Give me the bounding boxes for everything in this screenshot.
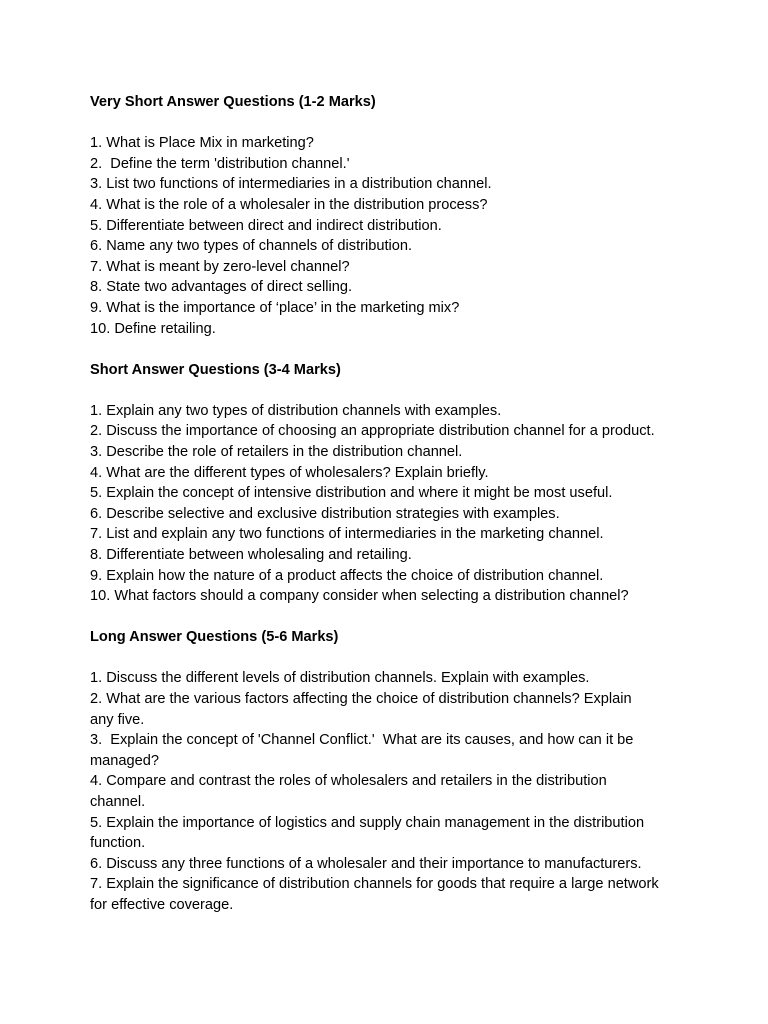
question-item: 10. Define retailing. <box>90 320 216 337</box>
question-item: 1. What is Place Mix in marketing? <box>90 135 314 152</box>
question-item: 3. List two functions of intermediaries in a distribution channel. <box>90 176 492 193</box>
question-item: 7. Explain the significance of distribution channels for goods that require a large network for effective coverage. <box>90 876 659 913</box>
question-item: 2. What are the various factors affecting the choice of distribution channels? Explain any five. <box>90 691 632 728</box>
question-item: 10. What factors should a company consider when selecting a distribution channel? <box>90 588 629 605</box>
question-item: 9. What is the importance of ‘place’ in the marketing mix? <box>90 299 460 316</box>
question-item: 4. What is the role of a wholesaler in the distribution process? <box>90 196 488 213</box>
question-item: 7. What is meant by zero-level channel? <box>90 258 350 275</box>
question-item: 8. State two advantages of direct selling. <box>90 279 353 296</box>
section-heading: Very Short Answer Questions (1-2 Marks) <box>90 94 376 110</box>
question-item: 3. Describe the role of retailers in the distribution channel. <box>90 444 463 460</box>
question-item: 6. Name any two types of channels of distribution. <box>90 238 413 255</box>
question-item: 5. Differentiate between direct and indirect distribution. <box>90 217 442 234</box>
question-list <box>90 401 690 607</box>
question-item: 9. Explain how the nature of a product affects the choice of distribution channel. <box>90 567 604 584</box>
section-long-answer <box>90 627 690 915</box>
document-page <box>90 92 690 916</box>
question-item: 5. Explain the importance of logistics and supply chain management in the distribution function. <box>90 814 645 852</box>
section-very-short-answer <box>90 92 690 339</box>
section-short-answer <box>90 360 690 607</box>
question-item: 7. List and explain any two functions of intermediaries in the marketing channel. <box>90 526 604 543</box>
question-item: 6. Discuss any three functions of a wholesaler and their importance to manufacturers. <box>90 855 642 872</box>
section-heading: Long Answer Questions (5-6 Marks) <box>90 629 339 646</box>
question-item: 4. What are the different types of wholesalers? Explain briefly. <box>90 464 489 481</box>
question-item: 1. Explain any two types of distribution channels with examples. <box>90 402 502 419</box>
question-item: 3. Explain the concept of 'Channel Conflict.' What are its causes, and how can it be managed? <box>90 732 634 769</box>
question-item: 4. Compare and contrast the roles of wholesalers and retailers in the distribution channel. <box>90 773 607 810</box>
question-item: 2. Define the term 'distribution channel.' <box>90 155 350 172</box>
question-item: 8. Differentiate between wholesaling and retailing. <box>90 546 412 563</box>
question-item: 6. Describe selective and exclusive distribution strategies with examples. <box>90 505 560 522</box>
section-heading: Short Answer Questions (3-4 Marks) <box>90 361 341 378</box>
question-list <box>90 668 690 915</box>
question-list <box>90 133 690 339</box>
question-item: 1. Discuss the different levels of distribution channels. Explain with examples. <box>90 670 590 687</box>
question-item: 5. Explain the concept of intensive distribution and where it might be most useful. <box>90 485 613 502</box>
question-item: 2. Discuss the importance of choosing an appropriate distribution channel for a product. <box>90 423 655 440</box>
